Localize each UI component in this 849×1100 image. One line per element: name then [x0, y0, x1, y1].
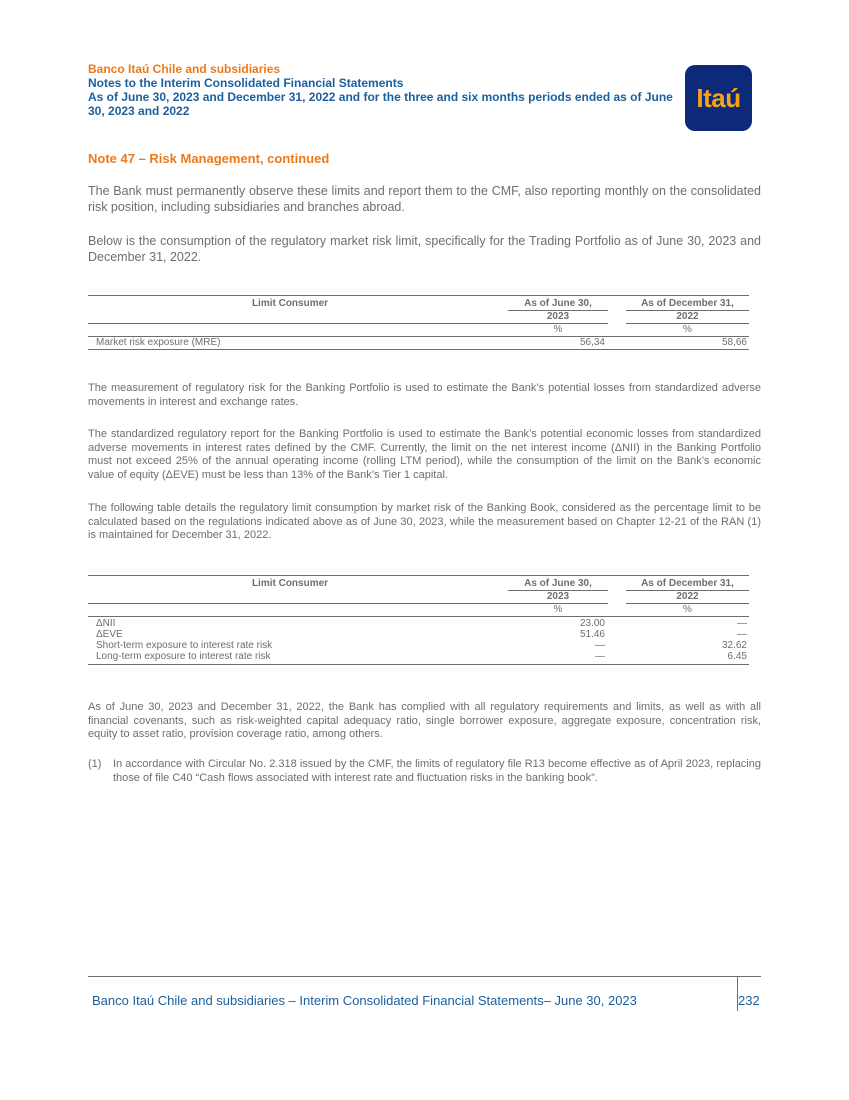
footnote	[88, 758, 761, 785]
table-row	[88, 618, 749, 629]
table-bottom-rule	[88, 664, 749, 665]
paragraph-consumption: Below is the consumption of the regulatory market risk limit, specifically for the Trading Portfolio as of June 30, 2023 and December 31, 2022.	[88, 234, 761, 264]
table-row	[88, 629, 749, 640]
column-header-limit-consumer: Limit Consumer	[251, 298, 329, 309]
unit-label-col1: %	[553, 324, 563, 335]
table-row	[88, 651, 749, 662]
column-header-limit-consumer: Limit Consumer	[251, 578, 329, 589]
row-label: Short-term exposure to interest rate risk	[96, 640, 273, 651]
col2-line1: As of December 31,	[641, 578, 734, 589]
row-value-june: 23.00	[579, 618, 605, 629]
unit-rule	[88, 616, 749, 617]
col2-line2: 2022	[676, 311, 699, 322]
col1-underline	[508, 310, 608, 311]
table-bottom-rule	[88, 349, 749, 350]
col1-line2: 2023	[546, 591, 570, 602]
header-period: As of June 30, 2023 and December 31, 2022 and for the three and six months periods ended as of June 30, 2023 and 2022	[88, 90, 673, 118]
row-value-dec: —	[737, 629, 747, 640]
footnote-number: (1)	[88, 758, 102, 770]
footnote-text: In accordance with Circular No. 2.318 issued by the CMF, the limits of regulatory file R13 become effective as of April 2023, replacing those of file C40 “Cash flows associated with interest rate and fluctuation risks in the banking book”.	[113, 758, 761, 784]
itau-logo	[685, 65, 752, 131]
row-value-june: 51.46	[579, 629, 605, 640]
document-header	[88, 62, 678, 118]
row-label: ΔNII	[96, 618, 116, 629]
logo-text: Itaú	[696, 82, 741, 113]
row-value-dec: 58,66	[721, 337, 747, 348]
footer-rule	[88, 976, 761, 977]
col2-line1: As of December 31,	[641, 298, 734, 309]
paragraph-limits: The Bank must permanently observe these limits and report them to the CMF, also reporting monthly on the consolidated risk position, including subsidiaries and branches abroad.	[88, 184, 761, 214]
row-label: Market risk exposure (MRE)	[96, 337, 221, 348]
paragraph-compliance: As of June 30, 2023 and December 31, 2022, the Bank has complied with all regulatory requirements and limits, as well as with all financial covenants, such as risk-weighted capital adequacy ratio, single borrower exposure, aggregate exposure, concentration risk, equity to asset ratio, provision coverage ratio, among others.	[88, 701, 761, 740]
banking-book-limit-table	[88, 575, 749, 670]
row-label: Long-term exposure to interest rate risk	[96, 651, 271, 662]
row-value-june: —	[595, 651, 605, 662]
col2-line2: 2022	[676, 591, 699, 602]
col1-line1: As of June 30,	[524, 578, 592, 589]
table-row	[88, 337, 749, 348]
footer-title: Banco Itaú Chile and subsidiaries – Interim Consolidated Financial Statements– June 30, 2023	[92, 993, 637, 1008]
col2-underline	[626, 590, 749, 591]
trading-limit-table	[88, 295, 749, 353]
row-value-dec: 6.45	[727, 651, 747, 662]
row-value-dec: —	[737, 618, 747, 629]
row-value-june: 56,34	[579, 337, 605, 348]
col1-line2: 2023	[546, 311, 570, 322]
row-label: ΔEVE	[96, 629, 123, 640]
col2-underline	[626, 310, 749, 311]
table-top-rule	[88, 295, 749, 296]
row-value-dec: 32.62	[721, 640, 747, 651]
unit-label-col2: %	[683, 604, 692, 615]
col1-line1: As of June 30,	[524, 298, 592, 309]
note-title: Note 47 – Risk Management, continued	[88, 151, 330, 166]
unit-label-col1: %	[553, 604, 563, 615]
paragraph-table-intro: The following table details the regulatory limit consumption by market risk of the Banking Book, considered as the percentage limit to be calculated based on the regulations indicated above as of June 30, 2023, while the measurement based on Chapter 12-21 of the RAN (1) is maintained for December 31, 2022.	[88, 502, 761, 541]
row-value-june: —	[595, 640, 605, 651]
header-subtitle: Notes to the Interim Consolidated Financial Statements	[88, 76, 404, 90]
paragraph-measurement: The measurement of regulatory risk for the Banking Portfolio is used to estimate the Bank’s potential losses from standardized adverse movements in interest and exchange rates.	[88, 382, 761, 408]
table-row	[88, 640, 749, 651]
unit-label-col2: %	[683, 324, 692, 335]
table-top-rule	[88, 575, 749, 576]
page-number: 232	[738, 993, 760, 1008]
paragraph-standardized-report: The standardized regulatory report for the Banking Portfolio is used to estimate the Bank’s potential economic losses from standardized adverse movements in interest rates defined by the CMF. Currently, the limit on the net interest income (ΔNII) in the Banking Portfolio must not exceed 25% of the annual operating income (rolling LTM period), while the consumption of the limit on the Bank’s economic value of equity (ΔEVE) must be less than 13% of the Bank’s Tier 1 capital.	[88, 428, 761, 481]
header-company: Banco Itaú Chile and subsidiaries	[88, 62, 281, 76]
col1-underline	[508, 590, 608, 591]
